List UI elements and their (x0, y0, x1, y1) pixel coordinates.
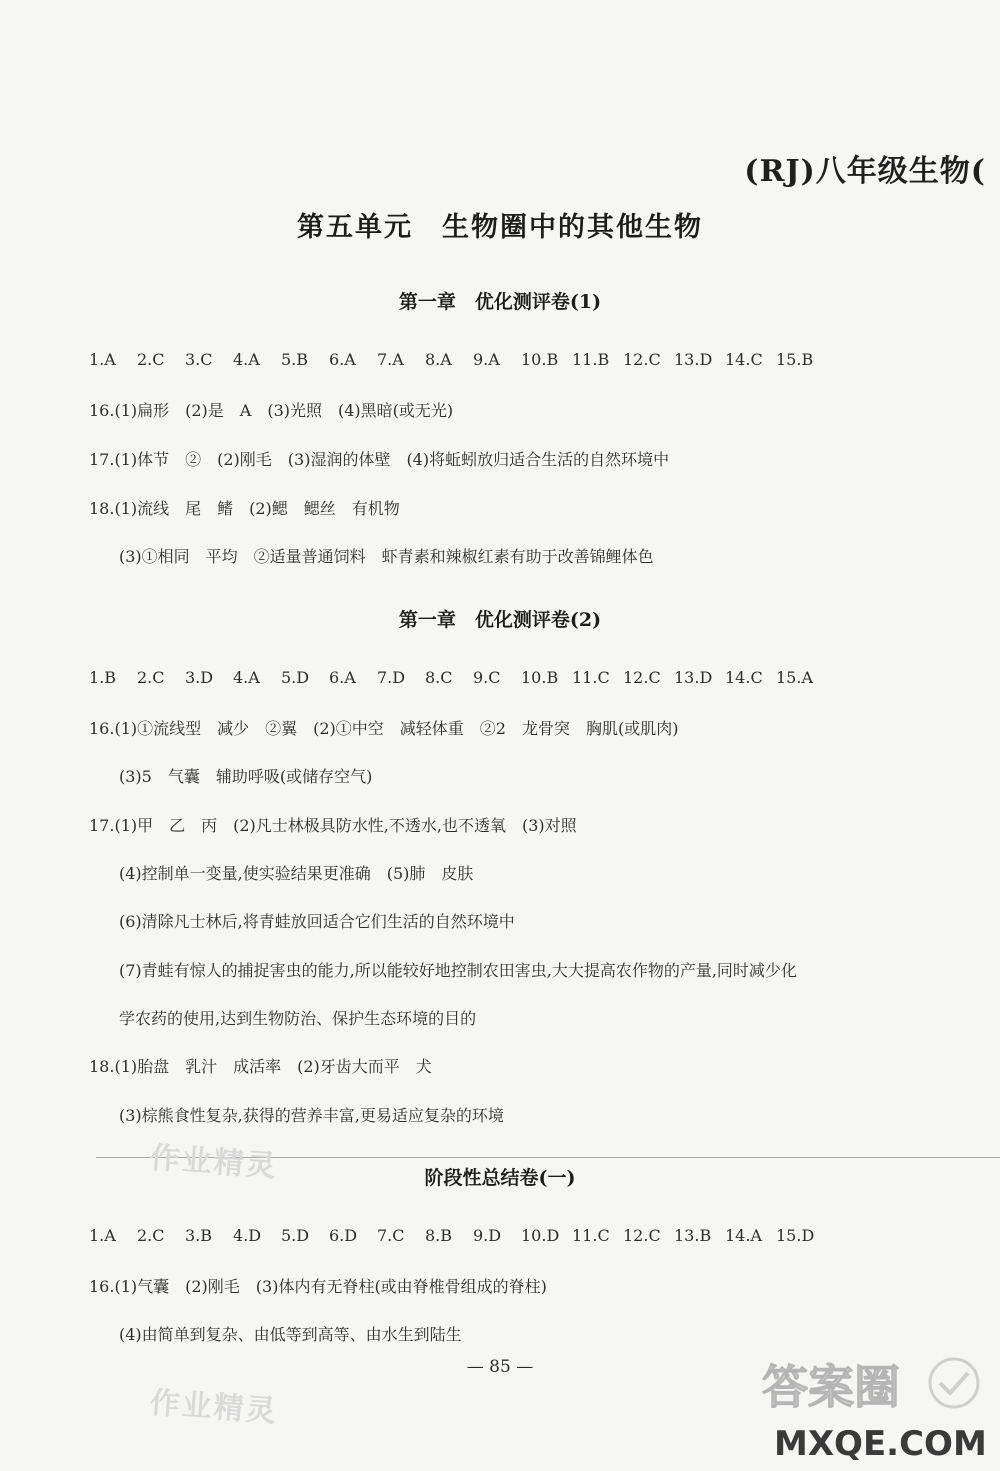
section-title: 第一章 优化测评卷(2) (398, 609, 602, 631)
mcq-answer: 3.B (185, 1226, 213, 1245)
mcq-answer: 5.B (281, 350, 309, 369)
mcq-answer: 10.B (521, 668, 559, 687)
answer-line: 17.(1)甲 乙 丙 (2)凡士林极具防水性,不透水,也不透氧 (3)对照 (89, 816, 577, 835)
mcq-answer: 4.A (233, 350, 260, 369)
mcq-answer: 8.B (425, 1226, 453, 1245)
mcq-answer: 10.B (521, 350, 559, 369)
answer-line: 学农药的使用,达到生物防治、保护生态环境的目的 (119, 1009, 477, 1028)
mcq-answer: 9.A (473, 350, 500, 369)
mcq-answer-row (89, 1226, 827, 1245)
mcq-answer: 7.C (377, 1226, 405, 1245)
mcq-answer: 4.D (233, 1226, 262, 1245)
mcq-answer: 2.C (137, 350, 165, 369)
answer-line: 16.(1)气囊 (2)刚毛 (3)体内有无脊柱(或由脊椎骨组成的脊柱) (89, 1277, 547, 1296)
section-title: 阶段性总结卷(一) (424, 1167, 576, 1189)
site-watermark-logo (754, 1351, 986, 1463)
watermark-graphic (754, 1351, 986, 1463)
mcq-answer: 8.A (425, 350, 452, 369)
mcq-answer: 10.D (521, 1226, 560, 1245)
mcq-answer-row (89, 350, 827, 369)
mcq-answer: 13.B (674, 1226, 712, 1245)
mcq-answer: 4.A (233, 668, 260, 687)
unit-title: 第五单元 生物圈中的其他生物 (297, 212, 703, 243)
answer-line: (3)①相同 平均 ②适量普通饲料 虾青素和辣椒红素有助于改善锦鲤体色 (119, 547, 654, 566)
answer-line: 18.(1)流线 尾 鳍 (2)鳃 鳃丝 有机物 (89, 499, 400, 518)
answer-line: (3)5 气囊 辅助呼吸(或储存空气) (119, 767, 373, 786)
mcq-answer: 12.C (623, 1226, 661, 1245)
mcq-answer: 11.C (572, 668, 610, 687)
answer-line: (4)控制单一变量,使实验结果更准确 (5)肺 皮肤 (119, 864, 474, 883)
mcq-answer: 12.C (623, 350, 661, 369)
answer-line: 16.(1)①流线型 减少 ②翼 (2)①中空 减轻体重 ②2 龙骨突 胸肌(或肌肉) (89, 719, 679, 738)
section-title: 第一章 优化测评卷(1) (398, 291, 602, 313)
mcq-answer-row (89, 668, 827, 687)
mcq-answer: 14.A (725, 1226, 762, 1245)
mcq-answer: 9.D (473, 1226, 502, 1245)
answer-line: 16.(1)扁形 (2)是 A (3)光照 (4)黑暗(或无光) (89, 401, 454, 420)
mcq-answer: 11.B (572, 350, 610, 369)
mcq-answer: 14.C (725, 668, 763, 687)
mcq-answer: 13.D (674, 668, 713, 687)
mcq-answer: 2.C (137, 668, 165, 687)
mcq-answer: 3.C (185, 350, 213, 369)
mcq-answer: 1.A (89, 1226, 116, 1245)
mcq-answer: 7.A (377, 350, 404, 369)
faint-stamp-logo: 作业精灵 (148, 1140, 279, 1185)
answer-line: (7)青蛙有惊人的捕捉害虫的能力,所以能较好地控制农田害虫,大大提高农作物的产量,同时减少化 (119, 961, 797, 980)
answer-line: (4)由简单到复杂、由低等到高等、由水生到陆生 (119, 1325, 462, 1344)
mcq-answer: 6.A (329, 350, 356, 369)
answer-line: 18.(1)胎盘 乳汁 成活率 (2)牙齿大而平 犬 (89, 1057, 432, 1076)
faint-stamp-logo: 作业精灵 (148, 1385, 279, 1430)
mcq-answer: 7.D (377, 668, 406, 687)
mcq-answer: 2.C (137, 1226, 165, 1245)
mcq-answer: 15.D (776, 1226, 815, 1245)
mcq-answer: 11.C (572, 1226, 610, 1245)
mcq-answer: 12.C (623, 668, 661, 687)
page-number: — 85 — (466, 1357, 534, 1377)
mcq-answer: 1.A (89, 350, 116, 369)
watermark-title: 答案圈 (762, 1360, 900, 1414)
mcq-answer: 5.D (281, 1226, 310, 1245)
mcq-answer: 3.D (185, 668, 214, 687)
answer-line: 17.(1)体节 ② (2)刚毛 (3)湿润的体壁 (4)将蚯蚓放归适合生活的自然环境中 (89, 450, 670, 469)
mcq-answer: 15.A (776, 668, 813, 687)
mcq-answer: 14.C (725, 350, 763, 369)
book-header-label: (RJ)八年级生物( (744, 154, 986, 189)
mcq-answer: 1.B (89, 668, 117, 687)
mcq-answer: 8.C (425, 668, 453, 687)
mcq-answer: 13.D (674, 350, 713, 369)
answer-line: (3)棕熊食性复杂,获得的营养丰富,更易适应复杂的环境 (119, 1106, 504, 1125)
mcq-answer: 15.B (776, 350, 814, 369)
watermark-url: MXQE.COM (774, 1424, 986, 1463)
mcq-answer: 6.A (329, 668, 356, 687)
mcq-answer: 5.D (281, 668, 310, 687)
mcq-answer: 6.D (329, 1226, 358, 1245)
answer-line: (6)清除凡士林后,将青蛙放回适合它们生活的自然环境中 (119, 912, 515, 931)
mcq-answer: 9.C (473, 668, 501, 687)
